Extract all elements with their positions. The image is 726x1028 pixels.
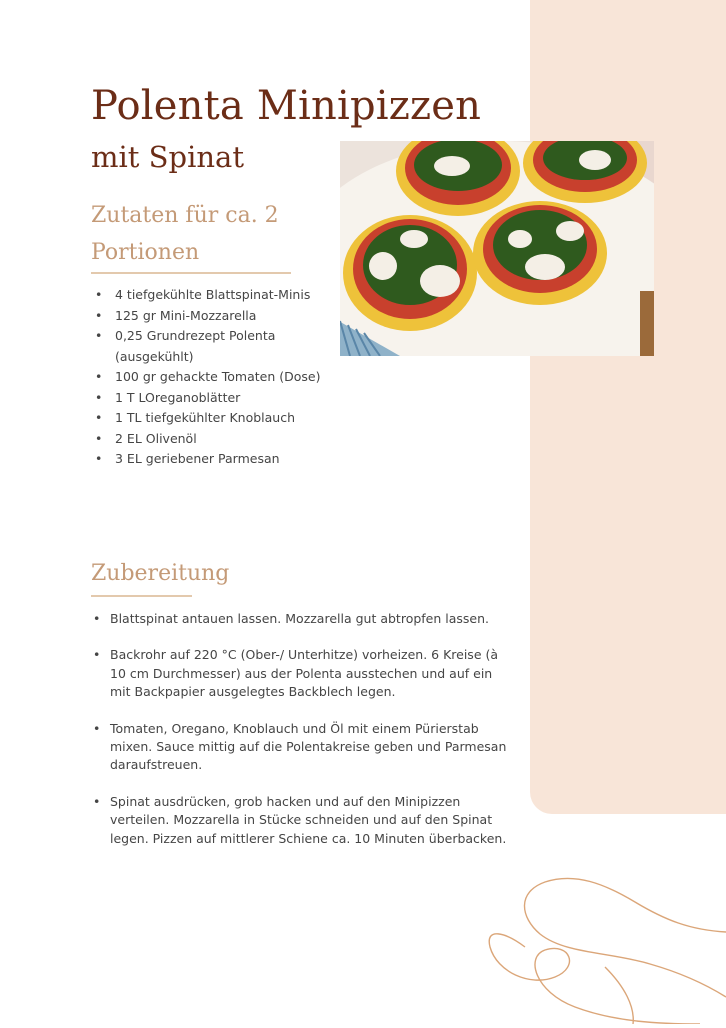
ingredient-item: • 100 gr gehackte Tomaten (Dose) [93,367,320,388]
recipe-photo [340,141,654,356]
ingredient-item: • 2 EL Olivenöl [93,429,320,450]
ingredient-item: • 1 TL tiefgekühlter Knoblauch [93,408,320,429]
recipe-subtitle: mit Spinat [91,140,244,174]
ingredient-item: • 1 T LOreganoblätter [93,388,320,409]
ingredients-heading-underline [91,272,291,274]
step-item: • Backrohr auf 220 °C (Ober-/ Unterhitze) vorheizen. 6 Kreise (à 10 cm Durchmesser) aus der Polenta ausstechen und auf ein mit Backpapier ausgelegtes Backblech legen. [93,646,513,701]
decorative-swirl [485,872,726,1024]
recipe-title: Polenta Minipizzen [91,83,482,129]
ingredient-item: • 4 tiefgekühlte Blattspinat-Minis [93,285,320,306]
step-item: • Spinat ausdrücken, grob hacken und auf den Minipizzen verteilen. Mozzarella in Stücke schneiden und auf den Spinat legen. Pizzen auf mittlerer Schiene ca. 10 Minuten überbacken. [93,793,513,848]
ingredients-heading: Zutaten für ca. 2 Portionen [91,203,279,265]
preparation-heading-underline [91,595,192,597]
step-item: • Tomaten, Oregano, Knoblauch und Öl mit einem Pürierstab mixen. Sauce mittig auf die Polentakreise geben und Parmesan daraufstreuen. [93,720,513,775]
step-item: • Blattspinat antauen lassen. Mozzarella gut abtropfen lassen. [93,610,513,628]
ingredient-item: • 0,25 Grundrezept Polenta (ausgekühlt) [93,326,320,367]
preparation-heading: Zubereitung [91,561,230,586]
decorative-side-panel [530,0,726,814]
preparation-steps [93,610,513,866]
ingredient-item: • 3 EL geriebener Parmesan [93,449,320,470]
ingredients-list [93,285,320,470]
ingredient-item: • 125 gr Mini-Mozzarella [93,306,320,327]
